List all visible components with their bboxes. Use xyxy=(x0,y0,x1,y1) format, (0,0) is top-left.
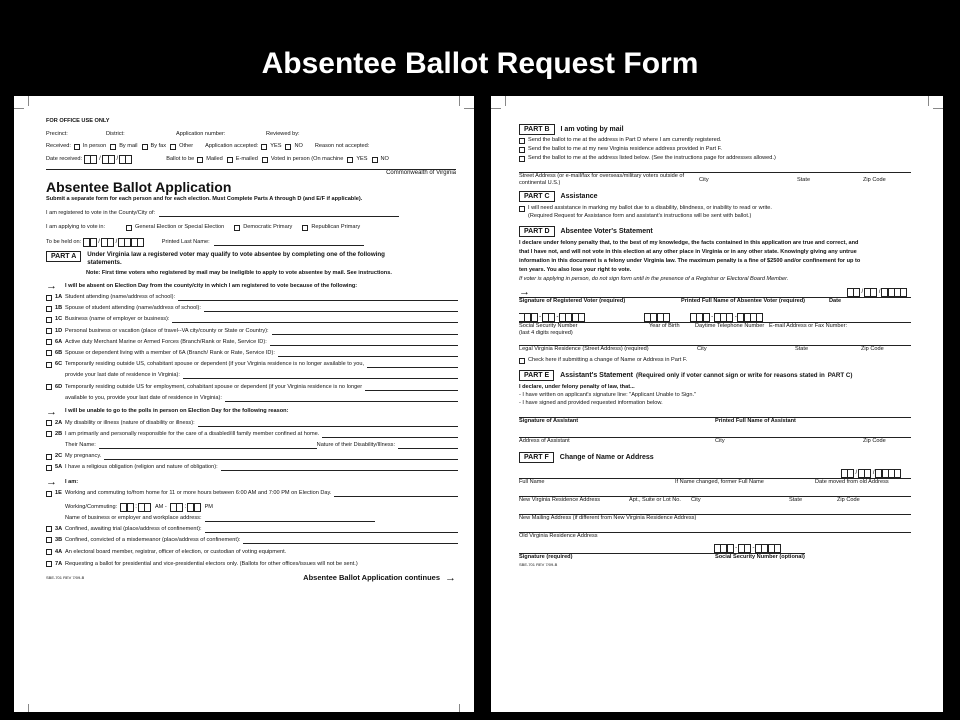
reason-text: Confined, awaiting trial (place/address of confinement): xyxy=(65,525,202,532)
full-name-label: Full Name xyxy=(519,479,545,485)
reason-row xyxy=(46,305,458,312)
other-checkbox[interactable] xyxy=(170,144,176,150)
reason-row xyxy=(46,442,458,449)
date-received-field[interactable]: / / xyxy=(85,155,132,164)
mail-option-checkbox[interactable] xyxy=(519,156,525,162)
machine-yes-label: YES xyxy=(356,156,368,162)
reason-answer-field[interactable] xyxy=(221,464,458,471)
date-label: Date xyxy=(829,298,842,304)
reason-row xyxy=(46,537,458,544)
mail-option-row xyxy=(519,146,919,153)
reason-row xyxy=(46,328,458,335)
accepted-no-checkbox[interactable] xyxy=(285,144,291,150)
voter-statement xyxy=(519,240,919,274)
reason-checkbox[interactable] xyxy=(46,431,52,437)
reason-answer-field[interactable] xyxy=(278,350,458,357)
reason-checkbox[interactable] xyxy=(46,384,52,390)
reason-code: 6B xyxy=(55,349,63,356)
crop-mark xyxy=(28,96,29,106)
reason-row xyxy=(46,294,458,301)
emailed-label: E-mailed xyxy=(235,156,258,162)
part-a-heading: Under Virginia law a registered voter may qualify to vote absentee by completing one of the following statements. xyxy=(87,251,385,266)
reason-checkbox[interactable] xyxy=(46,454,52,460)
unable-reasons-list xyxy=(46,420,458,472)
reason-code: 2B xyxy=(55,430,63,437)
application-accepted-label: Application accepted: xyxy=(205,143,259,149)
reason-text: I am primarily and personally responsible for the care of a disabled/ill family member confined at home. xyxy=(65,430,320,437)
reason-answer-field[interactable] xyxy=(365,384,458,391)
reason-row xyxy=(46,464,458,471)
working-commuting-row xyxy=(46,502,458,515)
crop-mark xyxy=(491,108,501,109)
reason-checkbox[interactable] xyxy=(46,549,52,555)
unable-intro: I will be unable to go to the polls in person on Election Day for the following reason: xyxy=(65,408,289,415)
ssn-note: (last 4 digits required) xyxy=(519,330,573,336)
slide-title: Absentee Ballot Request Form xyxy=(261,47,699,80)
reason-row xyxy=(46,561,458,568)
statement-line: that I have not, and will not vote in this election at any other place in Virginia or in any other state. Knowingly giving any untrue xyxy=(519,249,857,255)
reason-code: 6C xyxy=(55,361,63,368)
reason-code: 4A xyxy=(55,548,63,555)
ssn-optional-label: Social Security Number (optional) xyxy=(715,554,805,560)
ssn-field[interactable]: - - xyxy=(519,313,641,322)
reason-row xyxy=(46,339,458,346)
arrow-right-icon: → xyxy=(46,281,57,291)
crop-mark xyxy=(459,96,460,106)
reason-code: 3A xyxy=(55,525,63,532)
accepted-yes-label: YES xyxy=(270,143,282,149)
mail-option-text: Send the ballot to me at the address listed below. (See the instructions page for addresses allowed.) xyxy=(528,155,776,161)
mailed-label: Mailed xyxy=(206,156,223,162)
reason-text: Spouse or dependent living with a member of 6A (Branch/ Rank or Rate, Service ID): xyxy=(65,349,275,356)
date-received-label: Date received: xyxy=(46,156,83,162)
received-label: Received: xyxy=(46,143,71,149)
reason-text: Active duty Merchant Marine or Armed Forces (Branch/Rank or Rate, Service ID): xyxy=(65,338,267,345)
new-va-address-label: New Virginia Residence Address xyxy=(519,497,601,503)
start-time-field[interactable]: : xyxy=(121,503,151,512)
reason-checkbox[interactable] xyxy=(46,306,52,312)
reason-row xyxy=(46,549,458,556)
precinct-label: Precinct: xyxy=(46,131,68,137)
year-of-birth-field[interactable] xyxy=(645,313,687,322)
reason-answer-field[interactable] xyxy=(367,361,458,368)
reason-text: Confined, convicted of a misdemeanor (place/address of confinement): xyxy=(65,536,241,543)
crop-mark xyxy=(464,108,474,109)
reviewed-by-label: Reviewed by: xyxy=(266,131,300,137)
reason-text: Working and commuting to/from home for 11 or more hours between 6:00 AM and 7:00 PM on Election Day. xyxy=(65,490,332,497)
address-assistant-label: Address of Assistant xyxy=(519,438,570,444)
printed-assistant-label: Printed Full Name of Assistant xyxy=(715,418,796,424)
district-label: District: xyxy=(106,131,125,137)
street-address-label: Street Address (or e-mail/fax for overseas/military voters outside of continental U.S.) xyxy=(519,173,685,186)
mail-option-row xyxy=(519,137,919,144)
new-state-label: State xyxy=(789,497,803,503)
check-change-label: Check here if submitting a change of Name or Address in Part F. xyxy=(528,357,688,363)
by-mail-checkbox[interactable] xyxy=(110,144,116,150)
legal-residence-label: Legal Virginia Residence (Street Address) (required) xyxy=(519,346,649,352)
reason-text: Personal business or vacation (place of travel--VA city/county or State or Country): xyxy=(65,327,269,334)
part-b-label: PART B xyxy=(519,124,555,135)
arrow-right-icon: → xyxy=(519,287,530,297)
reason-checkbox[interactable] xyxy=(46,420,52,426)
assistant-zip-label: Zip Code xyxy=(863,438,886,444)
reason-row xyxy=(46,316,458,323)
voted-in-person-checkbox[interactable] xyxy=(262,157,268,163)
date-moved-label: Date moved from old Address xyxy=(815,479,889,485)
mail-option-text: Send the ballot to me at the address in Part D where I am currently registered. xyxy=(528,137,722,143)
reason-text: Student attending (name/address of school): xyxy=(65,294,176,300)
office-use-section xyxy=(46,118,456,170)
continues-label: Absentee Ballot Application continues xyxy=(303,573,440,583)
reason-code: 6A xyxy=(55,338,63,345)
crop-mark xyxy=(505,96,506,106)
application-subtitle: Submit a separate form for each person and for each election. Must Complete Parts A through D (and E/F if applicable). xyxy=(46,196,363,202)
reason-text: My pregnancy. xyxy=(65,453,102,460)
reason-code: 7A xyxy=(55,560,63,567)
crop-mark xyxy=(459,704,460,712)
commonwealth-label: Commonwealth of Virginia xyxy=(386,170,456,176)
reason-code: 2A xyxy=(55,419,63,426)
application-title: Absentee Ballot Application xyxy=(46,179,232,195)
reason-checkbox[interactable] xyxy=(46,350,52,356)
first-time-voter-note: Note: First time voters who registered by mail may be ineligible to apply to vote absentee by mail. See instructions. xyxy=(86,270,392,276)
reason-answer-field[interactable] xyxy=(334,490,458,497)
reason-code: 1D xyxy=(55,327,63,334)
applying-in-label: I am applying to vote in: xyxy=(46,224,106,230)
email-fax-label: E-mail Address or Fax Number: xyxy=(769,323,848,329)
part-e-heading: Assistant's Statement xyxy=(560,372,634,379)
accepted-no-label: NO xyxy=(294,143,303,149)
signature-required-label: Signature (required) xyxy=(519,553,715,561)
mail-option-text: Send the ballot to me at my new Virginia residence address provided in Part F. xyxy=(528,146,722,152)
reason-answer-field[interactable] xyxy=(205,526,459,533)
i-am-label: I am: xyxy=(65,478,79,485)
reason-checkbox[interactable] xyxy=(46,465,52,471)
in-person-checkbox[interactable] xyxy=(74,144,80,150)
daytime-phone-field[interactable]: - - xyxy=(691,313,763,322)
reason-answer-field[interactable] xyxy=(225,395,458,402)
crop-mark xyxy=(933,108,943,109)
working-commuting-label: Working/Commuting: xyxy=(65,503,118,510)
reason-row xyxy=(46,350,458,357)
form-page-left xyxy=(14,96,474,712)
part-a-label: PART A xyxy=(46,251,81,262)
statement-line: information in this document is a felony under Virginia law. The maximum penalty is a fine of $2500 and/or confinement for up to xyxy=(519,258,861,264)
reason-code: 1B xyxy=(55,305,63,312)
new-zip-label: Zip Code xyxy=(837,497,860,503)
reason-answer-field[interactable] xyxy=(198,420,458,427)
part-d-label: PART D xyxy=(519,226,555,237)
assistant-declaration-line: - I have signed and provided requested information below. xyxy=(519,400,663,406)
ballot-to-be-label: Ballot to be xyxy=(166,156,195,162)
reason-text: I have a religious obligation (religion and nature of obligation): xyxy=(65,464,218,471)
accepted-yes-checkbox[interactable] xyxy=(261,144,267,150)
voter-date-field[interactable]: / / xyxy=(847,288,907,297)
printed-full-name-label: Printed Full Name of Absentee Voter (required) xyxy=(681,298,806,304)
reason-answer-field[interactable] xyxy=(99,442,317,449)
reason-code: 1E xyxy=(55,490,62,497)
date-moved-field[interactable]: / / xyxy=(841,469,901,478)
employer-workplace-field[interactable] xyxy=(205,515,375,522)
mail-options-list xyxy=(519,137,919,162)
reason-answer-field[interactable] xyxy=(178,294,458,301)
zip-label: Zip Code xyxy=(863,176,886,183)
general-election-label: General Election or Special Election xyxy=(135,224,225,230)
mailed-checkbox[interactable] xyxy=(197,157,203,163)
part-e-reference: PART C) xyxy=(827,372,853,379)
reason-answer-field[interactable] xyxy=(104,453,458,460)
reason-row xyxy=(46,384,458,391)
city-label: City xyxy=(699,176,709,183)
election-date-field[interactable]: / / xyxy=(84,238,144,247)
reason-row xyxy=(46,453,458,460)
reason-answer-field[interactable] xyxy=(172,316,458,323)
crop-mark xyxy=(928,96,929,106)
assistant-city-label: City xyxy=(715,438,725,444)
i-am-reasons-list xyxy=(46,490,458,543)
ssn-label: Social Security Number xyxy=(519,323,578,329)
reason-answer-field[interactable] xyxy=(204,305,458,312)
reason-answer-field[interactable] xyxy=(243,537,458,544)
reason-code: 3B xyxy=(55,536,63,543)
reason-checkbox[interactable] xyxy=(46,491,52,497)
part-e-label: PART E xyxy=(519,370,554,381)
daytime-phone-label: Daytime Telephone Number xyxy=(695,323,765,329)
reason-checkbox[interactable] xyxy=(46,295,52,301)
statement-line: I declare under felony penalty that, to the best of my knowledge, the facts contained in this application are true and correct, and xyxy=(519,240,859,246)
printed-last-name-field[interactable] xyxy=(214,239,364,246)
by-fax-label: By fax xyxy=(150,143,167,149)
part-f-heading: Change of Name or Address xyxy=(559,454,654,461)
statement-line: ten years. You also lose your right to vote. xyxy=(519,267,632,273)
signature-assistant-label: Signature of Assistant xyxy=(519,418,579,424)
arrow-right-icon: → xyxy=(46,406,57,417)
reason-text: Requesting a ballot for presidential and vice-presidential electors only. (Ballots for other offices/issues will not be sent.) xyxy=(65,560,358,567)
printed-last-name-label: Printed Last Name: xyxy=(161,239,210,245)
reason-row xyxy=(46,361,458,368)
reason-text: Temporarily residing outside US for employment, cohabitant spouse or dependent (if your Virginia residence is no longer xyxy=(65,383,363,390)
assistance-text-1: I will need assistance in marking my ballot due to a disability, blindness, or inability to read or write. xyxy=(528,205,772,211)
rep-primary-label: Republican Primary xyxy=(311,224,361,230)
final-reasons-list xyxy=(46,549,458,568)
ssn-optional-field[interactable]: - - xyxy=(715,544,781,553)
signature-voter-label: Signature of Registered Voter (required) xyxy=(519,298,626,304)
reason-answer-field[interactable] xyxy=(183,372,458,379)
reason-text: Temporarily residing outside US, cohabitant spouse or dependent (if your Virginia residence is no longer available to you, xyxy=(65,361,365,368)
reason-text: Their Name: xyxy=(65,442,96,449)
reason-checkbox[interactable] xyxy=(46,362,52,368)
reason-text: Business (name of employer or business): xyxy=(65,316,170,323)
pm-label: PM xyxy=(204,503,213,510)
reason-row xyxy=(46,490,458,497)
end-time-field[interactable]: : xyxy=(171,503,201,512)
application-number-label: Application number: xyxy=(176,131,226,137)
part-c-label: PART C xyxy=(519,191,555,202)
reason-code: 1A xyxy=(55,294,63,300)
reason-checkbox[interactable] xyxy=(46,317,52,323)
legal-state-label: State xyxy=(795,346,809,352)
arrow-right-icon: → xyxy=(46,477,57,488)
reason-answer-field[interactable] xyxy=(322,431,458,438)
reason-checkbox[interactable] xyxy=(46,339,52,345)
new-city-label: City xyxy=(691,497,701,503)
part-e-subheading: (Required only if voter cannot sign or write for reasons stated in xyxy=(636,372,825,379)
in-person-note: If voter is applying in person, do not sign form until in the presence of a Registrar or Electoral Board Member. xyxy=(519,276,789,282)
legal-city-label: City xyxy=(697,346,707,352)
form-page-right xyxy=(491,96,943,712)
machine-yes-checkbox[interactable] xyxy=(347,157,353,163)
reason-row xyxy=(46,420,458,427)
reason-checkbox[interactable] xyxy=(46,328,52,334)
reason-checkbox[interactable] xyxy=(46,561,52,567)
reason-text: An electoral board member, registrar, officer of election, or custodian of voting equipment. xyxy=(65,548,287,555)
voted-in-person-label: Voted in person (On machine xyxy=(270,156,344,162)
assistant-declaration xyxy=(519,384,919,407)
office-use-label: FOR OFFICE USE ONLY xyxy=(46,118,110,124)
by-mail-label: By mail xyxy=(119,143,138,149)
reason-answer-field[interactable] xyxy=(272,328,458,335)
reason-code: 5A xyxy=(55,464,63,471)
machine-no-label: NO xyxy=(380,156,389,162)
part-b-heading: I am voting by mail xyxy=(560,126,624,133)
crop-mark xyxy=(28,704,29,712)
nature-disability-field[interactable] xyxy=(398,442,458,449)
absent-reasons-list xyxy=(46,294,458,402)
apt-label: Apt., Suite or Lot No. xyxy=(629,497,681,503)
reason-text: Spouse of student attending (name/address of school): xyxy=(65,305,201,312)
mail-option-checkbox[interactable] xyxy=(519,138,525,144)
reason-code: 6D xyxy=(55,383,63,390)
by-fax-checkbox[interactable] xyxy=(142,144,148,150)
absent-intro: I will be absent on Election Day from the county/city in which I am registered to vote because of the following: xyxy=(65,282,358,289)
reason-text: available to you, provide your last date of residence in Virginia): xyxy=(65,394,222,401)
other-label: Other xyxy=(179,143,194,149)
form-number-left: SBE-701 REV 7/09-B xyxy=(46,575,85,581)
machine-no-checkbox[interactable] xyxy=(372,157,378,163)
to-be-held-label: To be held on: xyxy=(46,239,82,245)
former-name-label: If Name changed, former Full Name xyxy=(675,479,764,485)
registered-in-field[interactable] xyxy=(159,210,399,217)
reason-row xyxy=(46,395,458,402)
reason-not-accepted-label: Reason not accepted: xyxy=(314,143,370,149)
employer-workplace-label: Name of business or employer and workplace address: xyxy=(65,514,202,521)
nature-disability-label: Nature of their Disability/Illness: xyxy=(316,442,395,449)
reason-checkbox[interactable] xyxy=(46,526,52,532)
form-number-right: SBE-701 REV 7/09-B xyxy=(519,562,558,567)
registered-in-label: I am registered to vote in the County/City of: xyxy=(46,210,156,216)
reason-row xyxy=(46,526,458,533)
reason-row xyxy=(46,372,458,379)
assistant-declaration-line: - I have written on applicant's signature line: "Applicant Unable to Sign." xyxy=(519,392,696,398)
reason-code: 2C xyxy=(55,453,63,460)
old-va-address-label: Old Virginia Residence Address xyxy=(519,533,598,539)
new-mailing-label: New Mailing Address (if different from New Virginia Residence Address) xyxy=(519,515,697,521)
arrow-right-icon: → xyxy=(445,571,456,584)
employer-row xyxy=(46,515,458,526)
assistance-checkbox[interactable] xyxy=(519,206,525,212)
am-label: AM - xyxy=(154,503,167,510)
mail-option-row xyxy=(519,155,919,162)
dem-primary-checkbox[interactable] xyxy=(234,225,240,231)
reason-row xyxy=(46,431,458,438)
in-person-label: In person xyxy=(82,143,107,149)
assistant-declaration-line: I declare, under felony penalty of law, that... xyxy=(519,384,635,390)
emailed-checkbox[interactable] xyxy=(227,157,233,163)
crop-mark xyxy=(14,108,24,109)
dem-primary-label: Democratic Primary xyxy=(243,224,293,230)
mail-option-checkbox[interactable] xyxy=(519,147,525,153)
assistance-text-2: (Required Request for Assistance form and assistant's instructions will be sent with ballot.) xyxy=(528,213,752,219)
general-election-checkbox[interactable] xyxy=(126,225,132,231)
state-label: State xyxy=(797,176,811,183)
reason-text: provide your last date of residence in Virginia): xyxy=(65,372,180,379)
reason-code: 1C xyxy=(55,316,63,323)
reason-checkbox[interactable] xyxy=(46,537,52,543)
rep-primary-checkbox[interactable] xyxy=(302,225,308,231)
year-of-birth-label: Year of Birth xyxy=(649,323,680,329)
part-c-heading: Assistance xyxy=(560,193,598,200)
reason-answer-field[interactable] xyxy=(270,339,458,346)
part-d-heading: Absentee Voter's Statement xyxy=(560,228,653,235)
legal-zip-label: Zip Code xyxy=(861,346,884,352)
change-name-address-checkbox[interactable] xyxy=(519,358,525,364)
reason-text: My disability or illness (nature of disability or illness): xyxy=(65,419,195,426)
part-f-label: PART F xyxy=(519,452,554,463)
